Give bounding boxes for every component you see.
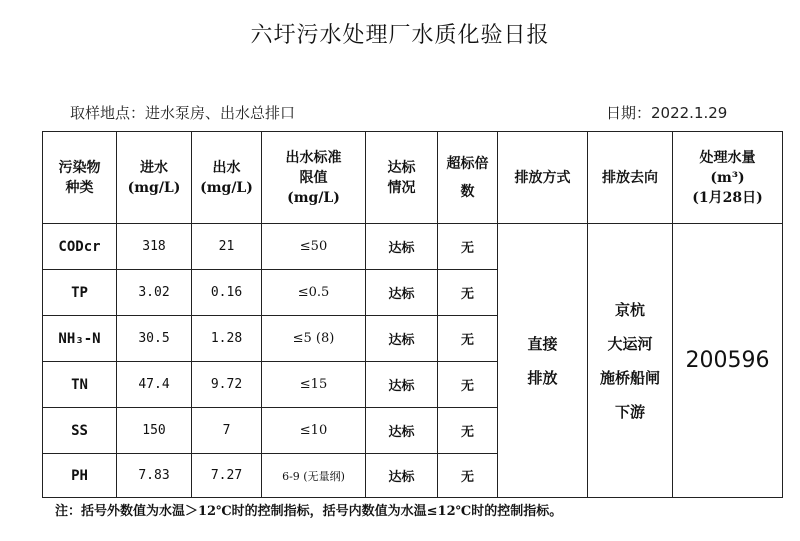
status-value: 达标 — [366, 362, 438, 408]
limit-value: ≤0.5 — [262, 270, 366, 316]
limit-value: ≤50 — [262, 224, 366, 270]
exceed-value: 无 — [438, 408, 498, 454]
header-pollutant: 污染物 种类 — [43, 132, 117, 224]
outflow-value: 9.72 — [192, 362, 262, 408]
water-quality-table — [42, 131, 783, 498]
header-limit: 出水标准 限值 (mg/L) — [262, 132, 366, 224]
limit-value: ≤15 — [262, 362, 366, 408]
pollutant-name: NH₃-N — [43, 316, 117, 362]
treated-volume: 200596 — [673, 224, 783, 498]
header-status: 达标 情况 — [366, 132, 438, 224]
header-discharge-method: 排放方式 — [498, 132, 588, 224]
exceed-value: 无 — [438, 270, 498, 316]
status-value: 达标 — [366, 224, 438, 270]
pollutant-name: TP — [43, 270, 117, 316]
inflow-value: 47.4 — [117, 362, 192, 408]
discharge-destination-cell: 京杭 大运河 施桥船闸 下游 — [588, 224, 673, 498]
header-volume: 处理水量 (m³) (1月28日) — [673, 132, 783, 224]
status-value: 达标 — [366, 408, 438, 454]
exceed-value: 无 — [438, 316, 498, 362]
header-inflow: 进水 (mg/L) — [117, 132, 192, 224]
pollutant-name: TN — [43, 362, 117, 408]
outflow-value: 7.27 — [192, 454, 262, 498]
limit-value: ≤5 (8) — [262, 316, 366, 362]
table-row — [43, 224, 783, 270]
inflow-value: 3.02 — [117, 270, 192, 316]
header-discharge-destination: 排放去向 — [588, 132, 673, 224]
exceed-value: 无 — [438, 362, 498, 408]
inflow-value: 7.83 — [117, 454, 192, 498]
header-outflow: 出水 (mg/L) — [192, 132, 262, 224]
inflow-value: 150 — [117, 408, 192, 454]
discharge-method-cell: 直接 排放 — [498, 224, 588, 498]
status-value: 达标 — [366, 454, 438, 498]
pollutant-name: CODcr — [43, 224, 117, 270]
header-exceed: 超标倍 数 — [438, 132, 498, 224]
status-value: 达标 — [366, 270, 438, 316]
outflow-value: 21 — [192, 224, 262, 270]
footnote: 注：括号外数值为水温＞12℃时的控制指标，括号内数值为水温≤12℃时的控制指标。 — [55, 504, 563, 519]
exceed-value: 无 — [438, 224, 498, 270]
pollutant-name: PH — [43, 454, 117, 498]
inflow-value: 318 — [117, 224, 192, 270]
exceed-value: 无 — [438, 454, 498, 498]
outflow-value: 0.16 — [192, 270, 262, 316]
report-title: 六圩污水处理厂水质化验日报 — [250, 23, 550, 48]
outflow-value: 1.28 — [192, 316, 262, 362]
sampling-location: 取样地点：进水泵房、出水总排口 — [70, 104, 296, 122]
inflow-value: 30.5 — [117, 316, 192, 362]
limit-value: 6-9 (无量纲) — [262, 454, 366, 498]
outflow-value: 7 — [192, 408, 262, 454]
pollutant-name: SS — [43, 408, 117, 454]
header-row — [43, 132, 783, 224]
report-date: 日期：2022.1.29 — [606, 104, 728, 122]
limit-value: ≤10 — [262, 408, 366, 454]
status-value: 达标 — [366, 316, 438, 362]
